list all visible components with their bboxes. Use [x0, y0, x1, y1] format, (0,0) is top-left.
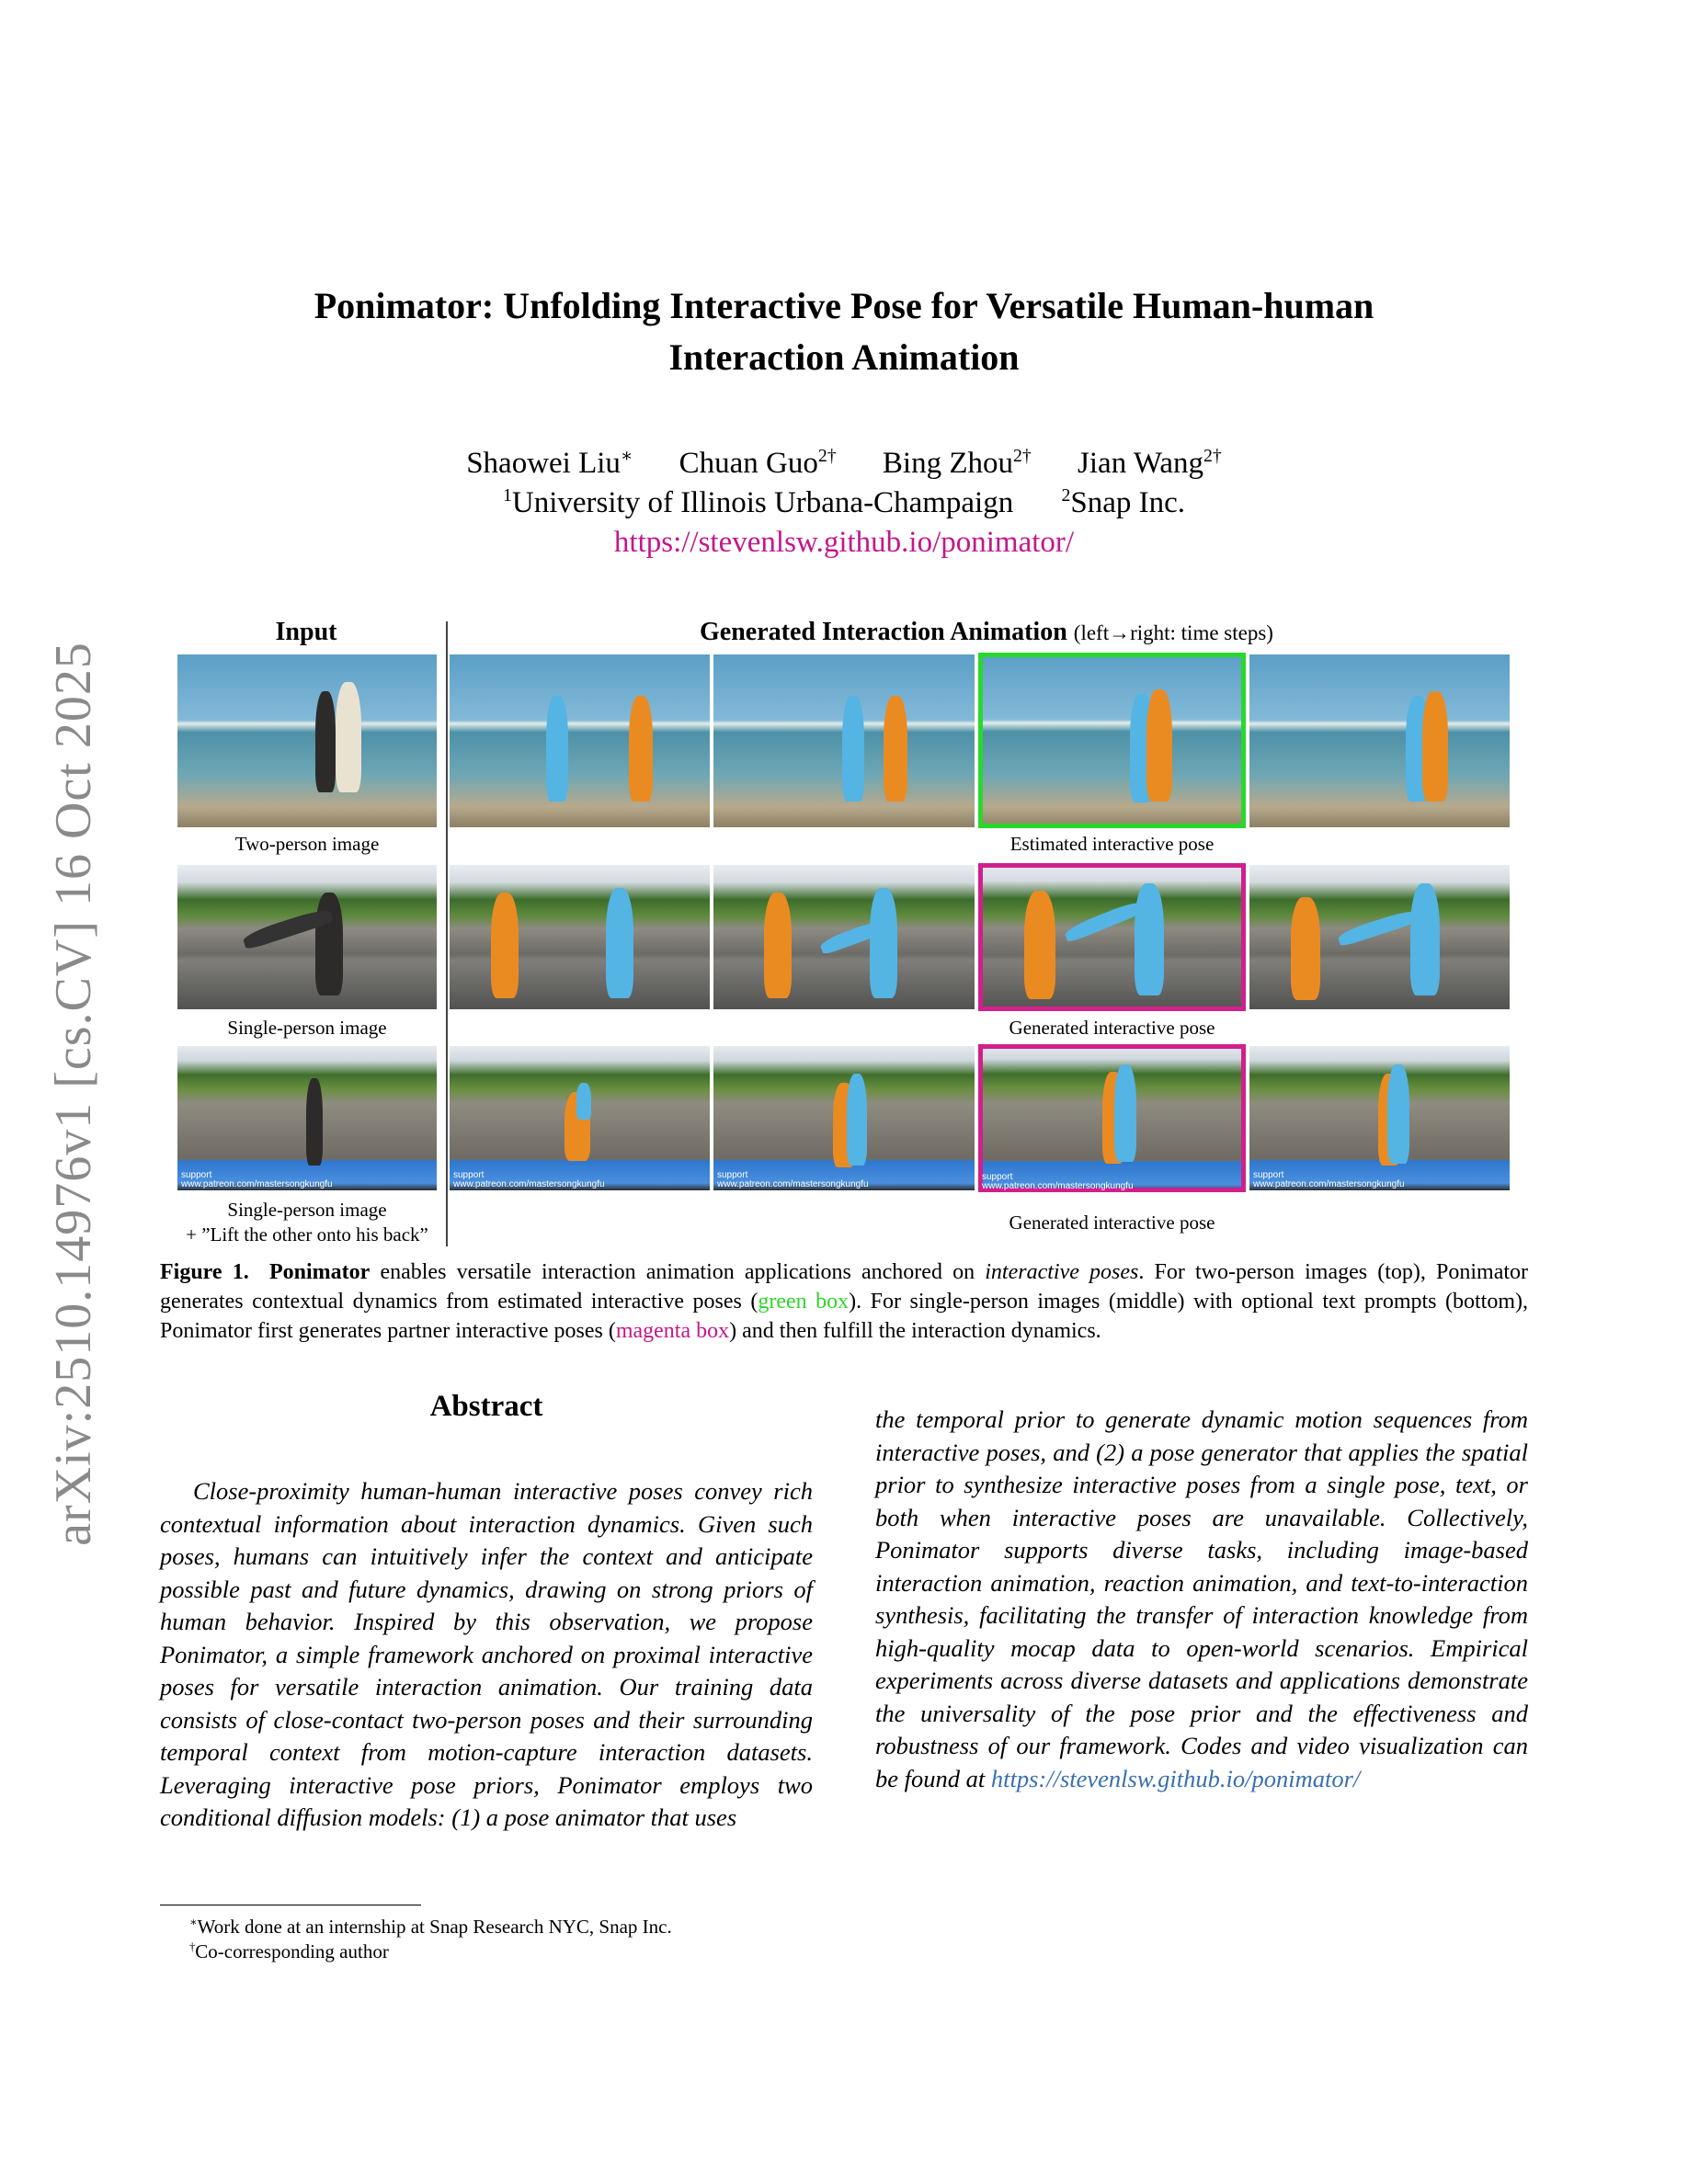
blue-figure — [1410, 883, 1440, 995]
caption-magenta-box-ref: magenta box — [615, 1319, 730, 1343]
caption-text: ). For single-person images (middle) with optional text prompts (bottom), Ponimator first generates partner interactive poses ( — [160, 1290, 1528, 1343]
row1-box-label: Estimated interactive pose — [1009, 833, 1215, 855]
author — [1078, 447, 1222, 480]
blue-figure-leg — [1063, 899, 1145, 944]
blue-figure — [842, 696, 864, 802]
affiliation — [1061, 486, 1185, 519]
blue-figure — [1135, 883, 1164, 995]
author-name: Jian Wang — [1078, 447, 1204, 480]
watermark-line: www.patreon.com/mastersongkungfu — [181, 1179, 333, 1189]
animation-frame — [450, 865, 710, 1009]
abstract-right-column — [875, 1404, 1528, 1795]
watermark-line: support — [1253, 1170, 1284, 1180]
row3-input-label-line: + ”Lift the other onto his back” — [186, 1223, 428, 1246]
title-line-1: Ponimator: Unfolding Interactive Pose for Versatile Human-human — [314, 285, 1374, 326]
author-mark: 2† — [1013, 446, 1032, 466]
project-link[interactable]: https://stevenlsw.github.io/ponimator/ — [613, 526, 1075, 559]
orange-figure — [1024, 891, 1055, 999]
input-header: Input — [275, 618, 337, 646]
caption-text: ) and then fulfill the interaction dynamics. — [729, 1319, 1101, 1343]
row2-box-label: Generated interactive pose — [1009, 1017, 1215, 1039]
footnote-text: Co-corresponding author — [195, 1940, 389, 1962]
generated-interactive-pose-frame — [978, 863, 1246, 1011]
person-figure — [306, 1078, 323, 1166]
author-list — [211, 443, 1477, 483]
title-line-2: Interaction Animation — [668, 336, 1020, 378]
animation-header-note: (left→right: time steps) — [1073, 621, 1273, 644]
orange-figure — [1422, 691, 1448, 802]
animation-frame — [1249, 654, 1510, 827]
affiliation — [503, 486, 1013, 519]
blue-figure — [847, 1074, 867, 1166]
blue-figure — [870, 888, 897, 998]
input-image-two-person — [177, 654, 437, 827]
watermark-line: support — [453, 1170, 485, 1180]
footnote-text: Work done at an internship at Snap Research NYC, Snap Inc. — [197, 1916, 672, 1938]
caption-green-box-ref: green box — [758, 1290, 850, 1314]
animation-frame — [1249, 865, 1510, 1009]
author — [679, 447, 837, 480]
watermark — [982, 1173, 1134, 1191]
footnote-mark: † — [189, 1940, 196, 1953]
abstract-left-column: Close-proximity human-human interactive poses convey rich contextual information about interaction dynamics. Given such poses, humans can intuitively infer the context and anticipate possible past and future dynamics, drawing on strong priors of human behavior. Inspired by this observation, we propose Ponimator, a simple framework anchored on proximal interactive poses for versatile interaction animation. Our training data consists of close-contact two-person poses and their surrounding temporal context from motion-capture interaction datasets. Leveraging interactive pose priors, Ponimator employs two conditional diffusion models: (1) a pose animator that uses — [160, 1477, 813, 1831]
generated-interactive-pose-frame — [978, 1044, 1246, 1192]
caption-label: Figure 1. — [160, 1260, 249, 1284]
orange-figure — [629, 696, 653, 802]
watermark — [717, 1171, 869, 1189]
animation-frame — [713, 865, 975, 1009]
abstract-project-link[interactable]: https://stevenlsw.github.io/ponimator/ — [990, 1764, 1361, 1792]
row3-input-label — [159, 1198, 455, 1247]
animation-header-title: Generated Interaction Animation — [700, 618, 1067, 646]
blue-figure-leg — [1337, 907, 1420, 947]
caption-method-name: Ponimator — [269, 1260, 371, 1284]
watermark-line: support — [181, 1170, 212, 1180]
author-name: Bing Zhou — [882, 447, 1014, 480]
animation-frame — [1249, 1046, 1510, 1190]
orange-figure — [884, 696, 907, 802]
affiliation-mark: 1 — [503, 485, 512, 506]
watermark-line: www.patreon.com/mastersongkungfu — [453, 1179, 605, 1189]
person-figure — [315, 893, 343, 995]
blue-figure — [1387, 1064, 1409, 1164]
arxiv-stamp — [37, 597, 110, 1590]
animation-frame — [713, 654, 975, 827]
arxiv-stamp-text: arXiv:2510.14976v1 [cs.CV] 16 Oct 2025 — [45, 642, 102, 1546]
blue-figure — [1114, 1064, 1136, 1162]
affiliation-mark: 2 — [1061, 485, 1071, 506]
orange-figure — [1291, 897, 1320, 1000]
blue-figure — [606, 888, 633, 998]
input-image-single-person — [177, 865, 437, 1009]
watermark — [181, 1171, 333, 1189]
watermark-line: www.patreon.com/mastersongkungfu — [1253, 1179, 1405, 1189]
footnote — [189, 1939, 389, 1964]
animation-frame — [713, 1046, 975, 1190]
abstract-heading: Abstract — [429, 1390, 543, 1423]
orange-figure — [764, 893, 792, 998]
orange-figure — [491, 893, 519, 998]
row3-box-label: Generated interactive pose — [1009, 1211, 1215, 1234]
author-mark: 2† — [817, 446, 837, 466]
row3-input-label-line: Single-person image — [227, 1199, 387, 1221]
watermark — [453, 1171, 605, 1189]
author — [883, 447, 1032, 480]
watermark — [1253, 1171, 1405, 1189]
column-divider — [446, 621, 448, 1246]
person-figure — [336, 682, 361, 792]
estimated-interactive-pose-frame — [978, 653, 1246, 828]
caption-emphasis: interactive poses — [985, 1260, 1139, 1284]
paper-title — [211, 280, 1477, 383]
blue-figure — [546, 696, 568, 802]
affiliations — [211, 483, 1477, 523]
caption-text: . For two-person images (top), Ponimator generates contextual dynamics from estimated interactive poses ( — [160, 1260, 1529, 1314]
figure-caption — [160, 1257, 1528, 1346]
watermark-line: support — [717, 1170, 748, 1180]
watermark-line: support — [982, 1172, 1013, 1182]
author — [466, 447, 633, 480]
person-figure — [315, 691, 336, 792]
orange-figure — [1146, 689, 1172, 802]
animation-header — [449, 618, 1524, 647]
row2-input-label: Single-person image — [227, 1017, 387, 1039]
author-name: Chuan Guo — [679, 447, 818, 480]
watermark-line: www.patreon.com/mastersongkungfu — [982, 1181, 1134, 1191]
author-mark: ∗ — [620, 446, 633, 466]
footnote — [189, 1915, 672, 1939]
watermark-line: www.patreon.com/mastersongkungfu — [717, 1179, 869, 1189]
affiliation-name: University of Illinois Urbana-Champaign — [511, 486, 1014, 519]
row1-input-label: Two-person image — [234, 833, 380, 855]
caption-text: enables versatile interaction animation applications anchored on — [370, 1260, 986, 1284]
abstract-right-text: the temporal prior to generate dynamic motion sequences from interactive poses, and (2) a pose generator that applies the spatial prior to synthesize interactive poses from a single pose, text, or both when interactive poses are unavailable. Collectively, Ponimator supports diverse tasks, including image-based interaction animation, reaction animation, and text-to-interaction synthesis, facilitating the transfer of interaction knowledge from high-quality mocap data to open-world scenarios. Empirical experiments across diverse datasets and applications demonstrate the universality of the pose prior and the effectiveness and robustness of our framework. Codes and video visualization can be found at — [875, 1405, 1528, 1792]
input-image-single-person-text — [177, 1046, 437, 1190]
author-name: Shaowei Liu — [466, 447, 621, 480]
footnote-mark: ∗ — [189, 1916, 198, 1928]
animation-frame — [450, 654, 710, 827]
author-mark: 2† — [1203, 446, 1222, 466]
affiliation-name: Snap Inc. — [1070, 486, 1185, 519]
blue-figure — [576, 1083, 591, 1120]
animation-frame — [450, 1046, 710, 1190]
